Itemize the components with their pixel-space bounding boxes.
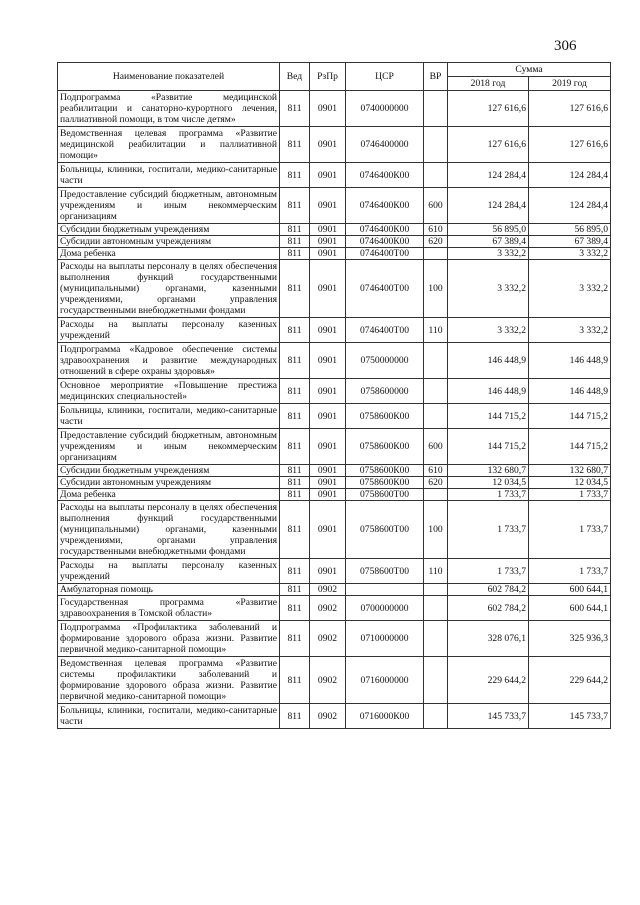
table-row <box>58 559 611 584</box>
cell-rzpr: 0901 <box>310 429 346 465</box>
cell-rzpr: 0901 <box>310 404 346 429</box>
cell-rzpr: 0901 <box>310 127 346 163</box>
cell-ved: 811 <box>280 248 310 260</box>
cell-2019: 144 715,2 <box>529 404 611 429</box>
cell-csr: 0758600К00 <box>346 429 424 465</box>
cell-rzpr: 0901 <box>310 248 346 260</box>
table-row <box>58 224 611 236</box>
cell-name: Субсидии бюджетным учреждениям <box>58 224 280 236</box>
cell-rzpr: 0901 <box>310 465 346 477</box>
table-row <box>58 260 611 318</box>
cell-vr <box>424 248 448 260</box>
cell-name: Больницы, клиники, госпитали, медико-санитарные части <box>58 163 280 188</box>
cell-csr: 0700000000 <box>346 596 424 621</box>
table-row <box>58 248 611 260</box>
cell-ved: 811 <box>280 404 310 429</box>
cell-csr: 0716000К00 <box>346 704 424 729</box>
cell-rzpr: 0901 <box>310 224 346 236</box>
cell-ved: 811 <box>280 704 310 729</box>
cell-2018: 127 616,6 <box>448 91 529 127</box>
cell-csr: 0716000000 <box>346 657 424 704</box>
cell-2019: 124 284,4 <box>529 188 611 224</box>
cell-ved: 811 <box>280 584 310 596</box>
cell-vr <box>424 163 448 188</box>
cell-csr: 0740000000 <box>346 91 424 127</box>
cell-2018: 1 733,7 <box>448 501 529 559</box>
header-vr: ВР <box>424 63 448 91</box>
table-row <box>58 91 611 127</box>
cell-csr: 0746400К00 <box>346 188 424 224</box>
cell-ved: 811 <box>280 188 310 224</box>
cell-2018: 124 284,4 <box>448 188 529 224</box>
cell-ved: 811 <box>280 343 310 379</box>
cell-vr: 620 <box>424 236 448 248</box>
table-row <box>58 236 611 248</box>
cell-csr: 0758600К00 <box>346 477 424 489</box>
cell-2019: 1 733,7 <box>529 559 611 584</box>
header-name: Наименование показателей <box>58 63 280 91</box>
cell-csr: 0746400Т00 <box>346 318 424 343</box>
cell-rzpr: 0902 <box>310 584 346 596</box>
cell-2019: 12 034,5 <box>529 477 611 489</box>
cell-csr: 0746400К00 <box>346 236 424 248</box>
cell-2019: 144 715,2 <box>529 429 611 465</box>
cell-name: Подпрограмма «Профилактика заболеваний и формирование здорового образа жизни. Развитие первичной медико-санитарной помощи» <box>58 621 280 657</box>
cell-2019: 132 680,7 <box>529 465 611 477</box>
cell-ved: 811 <box>280 429 310 465</box>
cell-vr <box>424 704 448 729</box>
header-year-2019: 2019 год <box>529 77 611 91</box>
cell-2018: 67 389,4 <box>448 236 529 248</box>
cell-2018: 146 448,9 <box>448 379 529 404</box>
cell-2019: 600 644,1 <box>529 596 611 621</box>
cell-rzpr: 0901 <box>310 559 346 584</box>
cell-name: Ведомственная целевая программа «Развитие системы профилактики заболеваний и формирование здорового образа жизни. Развитие первичной медико-санитарной помощи» <box>58 657 280 704</box>
cell-2018: 602 784,2 <box>448 584 529 596</box>
cell-rzpr: 0901 <box>310 477 346 489</box>
cell-2019: 67 389,4 <box>529 236 611 248</box>
cell-vr <box>424 127 448 163</box>
page-number: 306 <box>554 38 577 54</box>
table-row <box>58 621 611 657</box>
cell-2019: 229 644,2 <box>529 657 611 704</box>
table-row <box>58 343 611 379</box>
cell-rzpr: 0901 <box>310 501 346 559</box>
cell-2018: 328 076,1 <box>448 621 529 657</box>
header-ved: Вед <box>280 63 310 91</box>
cell-2019: 127 616,6 <box>529 91 611 127</box>
cell-rzpr: 0901 <box>310 260 346 318</box>
cell-vr: 100 <box>424 260 448 318</box>
cell-csr: 0758600К00 <box>346 404 424 429</box>
cell-name: Предоставление субсидий бюджетным, автономным учреждениям и иным некоммерческим организациям <box>58 188 280 224</box>
cell-name: Больницы, клиники, госпитали, медико-санитарные части <box>58 704 280 729</box>
cell-rzpr: 0901 <box>310 318 346 343</box>
table-row <box>58 127 611 163</box>
table-row <box>58 501 611 559</box>
cell-vr <box>424 621 448 657</box>
cell-vr <box>424 657 448 704</box>
cell-ved: 811 <box>280 465 310 477</box>
cell-rzpr: 0901 <box>310 163 346 188</box>
cell-name: Ведомственная целевая программа «Развитие медицинской реабилитации и паллиативной помощи» <box>58 127 280 163</box>
table-row <box>58 584 611 596</box>
table-row <box>58 477 611 489</box>
cell-ved: 811 <box>280 224 310 236</box>
table-row <box>58 657 611 704</box>
cell-2018: 144 715,2 <box>448 404 529 429</box>
cell-vr <box>424 91 448 127</box>
header-csr: ЦСР <box>346 63 424 91</box>
cell-name: Расходы на выплаты персоналу в целях обеспечения выполнения функций государственными (муниципальными) органами, казенными учреждениями, органами управления государственными внебюджетными фондами <box>58 260 280 318</box>
cell-vr: 110 <box>424 559 448 584</box>
cell-rzpr: 0902 <box>310 704 346 729</box>
cell-ved: 811 <box>280 127 310 163</box>
cell-csr: 0746400К00 <box>346 224 424 236</box>
cell-vr <box>424 379 448 404</box>
cell-rzpr: 0901 <box>310 489 346 501</box>
table-row <box>58 429 611 465</box>
cell-rzpr: 0902 <box>310 657 346 704</box>
cell-vr: 610 <box>424 465 448 477</box>
cell-vr: 600 <box>424 429 448 465</box>
cell-2019: 145 733,7 <box>529 704 611 729</box>
cell-name: Расходы на выплаты персоналу в целях обеспечения выполнения функций государственными (муниципальными) органами, казенными учреждениями, органами управления государственными внебюджетными фондами <box>58 501 280 559</box>
cell-2019: 1 733,7 <box>529 489 611 501</box>
cell-2018: 12 034,5 <box>448 477 529 489</box>
cell-name: Государственная программа «Развитие здравоохранения в Томской области» <box>58 596 280 621</box>
cell-ved: 811 <box>280 501 310 559</box>
cell-name: Субсидии автономным учреждениям <box>58 477 280 489</box>
cell-name: Основное мероприятие «Повышение престижа медицинских специальностей» <box>58 379 280 404</box>
cell-csr: 0746400Т00 <box>346 248 424 260</box>
cell-csr: 0746400000 <box>346 127 424 163</box>
table-row <box>58 379 611 404</box>
table-row <box>58 489 611 501</box>
cell-vr <box>424 596 448 621</box>
cell-2019: 325 936,3 <box>529 621 611 657</box>
cell-2019: 3 332,2 <box>529 318 611 343</box>
cell-2018: 3 332,2 <box>448 318 529 343</box>
cell-2018: 124 284,4 <box>448 163 529 188</box>
cell-csr: 0758600000 <box>346 379 424 404</box>
cell-vr <box>424 404 448 429</box>
cell-vr: 610 <box>424 224 448 236</box>
cell-rzpr: 0901 <box>310 343 346 379</box>
cell-2018: 127 616,6 <box>448 127 529 163</box>
cell-2019: 146 448,9 <box>529 379 611 404</box>
cell-name: Подпрограмма «Развитие медицинской реабилитации и санаторно-курортного лечения, паллиативной помощи, в том числе детям» <box>58 91 280 127</box>
table-row <box>58 163 611 188</box>
cell-name: Предоставление субсидий бюджетным, автономным учреждениям и иным некоммерческим организациям <box>58 429 280 465</box>
header-sum: Сумма <box>448 63 611 77</box>
cell-ved: 811 <box>280 477 310 489</box>
cell-ved: 811 <box>280 559 310 584</box>
cell-name: Расходы на выплаты персоналу казенных учреждений <box>58 559 280 584</box>
cell-ved: 811 <box>280 163 310 188</box>
cell-name: Амбулаторная помощь <box>58 584 280 596</box>
table-body <box>58 91 611 729</box>
cell-name: Подпрограмма «Кадровое обеспечение системы здравоохранения и развитие международных отношений в сфере охраны здоровья» <box>58 343 280 379</box>
cell-ved: 811 <box>280 318 310 343</box>
cell-vr: 110 <box>424 318 448 343</box>
cell-2019: 3 332,2 <box>529 260 611 318</box>
cell-vr: 620 <box>424 477 448 489</box>
cell-ved: 811 <box>280 236 310 248</box>
cell-2018: 3 332,2 <box>448 248 529 260</box>
table-row <box>58 465 611 477</box>
cell-2019: 1 733,7 <box>529 501 611 559</box>
cell-2019: 124 284,4 <box>529 163 611 188</box>
cell-2018: 602 784,2 <box>448 596 529 621</box>
table-row <box>58 404 611 429</box>
cell-ved: 811 <box>280 657 310 704</box>
cell-csr: 0746400К00 <box>346 163 424 188</box>
cell-name: Дома ребенка <box>58 489 280 501</box>
table-row <box>58 704 611 729</box>
cell-ved: 811 <box>280 91 310 127</box>
cell-vr <box>424 489 448 501</box>
cell-ved: 811 <box>280 260 310 318</box>
table-row <box>58 188 611 224</box>
cell-2018: 56 895,0 <box>448 224 529 236</box>
cell-csr <box>346 584 424 596</box>
cell-rzpr: 0901 <box>310 91 346 127</box>
cell-2018: 1 733,7 <box>448 489 529 501</box>
cell-csr: 0758600Т00 <box>346 489 424 501</box>
cell-csr: 0758600К00 <box>346 465 424 477</box>
cell-csr: 0710000000 <box>346 621 424 657</box>
cell-name: Расходы на выплаты персоналу казенных учреждений <box>58 318 280 343</box>
header-rzpr: РзПр <box>310 63 346 91</box>
cell-2019: 146 448,9 <box>529 343 611 379</box>
cell-2018: 144 715,2 <box>448 429 529 465</box>
cell-csr: 0750000000 <box>346 343 424 379</box>
cell-2018: 146 448,9 <box>448 343 529 379</box>
cell-2019: 3 332,2 <box>529 248 611 260</box>
header-year-2018: 2018 год <box>448 77 529 91</box>
cell-name: Субсидии автономным учреждениям <box>58 236 280 248</box>
cell-name: Больницы, клиники, госпитали, медико-санитарные части <box>58 404 280 429</box>
cell-csr: 0758600Т00 <box>346 501 424 559</box>
cell-2019: 127 616,6 <box>529 127 611 163</box>
cell-ved: 811 <box>280 596 310 621</box>
cell-ved: 811 <box>280 489 310 501</box>
cell-rzpr: 0901 <box>310 236 346 248</box>
cell-vr <box>424 584 448 596</box>
table-row <box>58 596 611 621</box>
cell-name: Дома ребенка <box>58 248 280 260</box>
cell-vr: 100 <box>424 501 448 559</box>
cell-2018: 145 733,7 <box>448 704 529 729</box>
cell-rzpr: 0902 <box>310 596 346 621</box>
cell-vr: 600 <box>424 188 448 224</box>
budget-table <box>57 62 611 729</box>
cell-vr <box>424 343 448 379</box>
cell-rzpr: 0901 <box>310 188 346 224</box>
cell-2019: 600 644,1 <box>529 584 611 596</box>
cell-2018: 229 644,2 <box>448 657 529 704</box>
cell-2018: 132 680,7 <box>448 465 529 477</box>
cell-rzpr: 0902 <box>310 621 346 657</box>
cell-2018: 1 733,7 <box>448 559 529 584</box>
cell-name: Субсидии бюджетным учреждениям <box>58 465 280 477</box>
cell-2019: 56 895,0 <box>529 224 611 236</box>
cell-ved: 811 <box>280 379 310 404</box>
cell-csr: 0746400Т00 <box>346 260 424 318</box>
table-row <box>58 318 611 343</box>
cell-csr: 0758600Т00 <box>346 559 424 584</box>
cell-ved: 811 <box>280 621 310 657</box>
cell-2018: 3 332,2 <box>448 260 529 318</box>
cell-rzpr: 0901 <box>310 379 346 404</box>
